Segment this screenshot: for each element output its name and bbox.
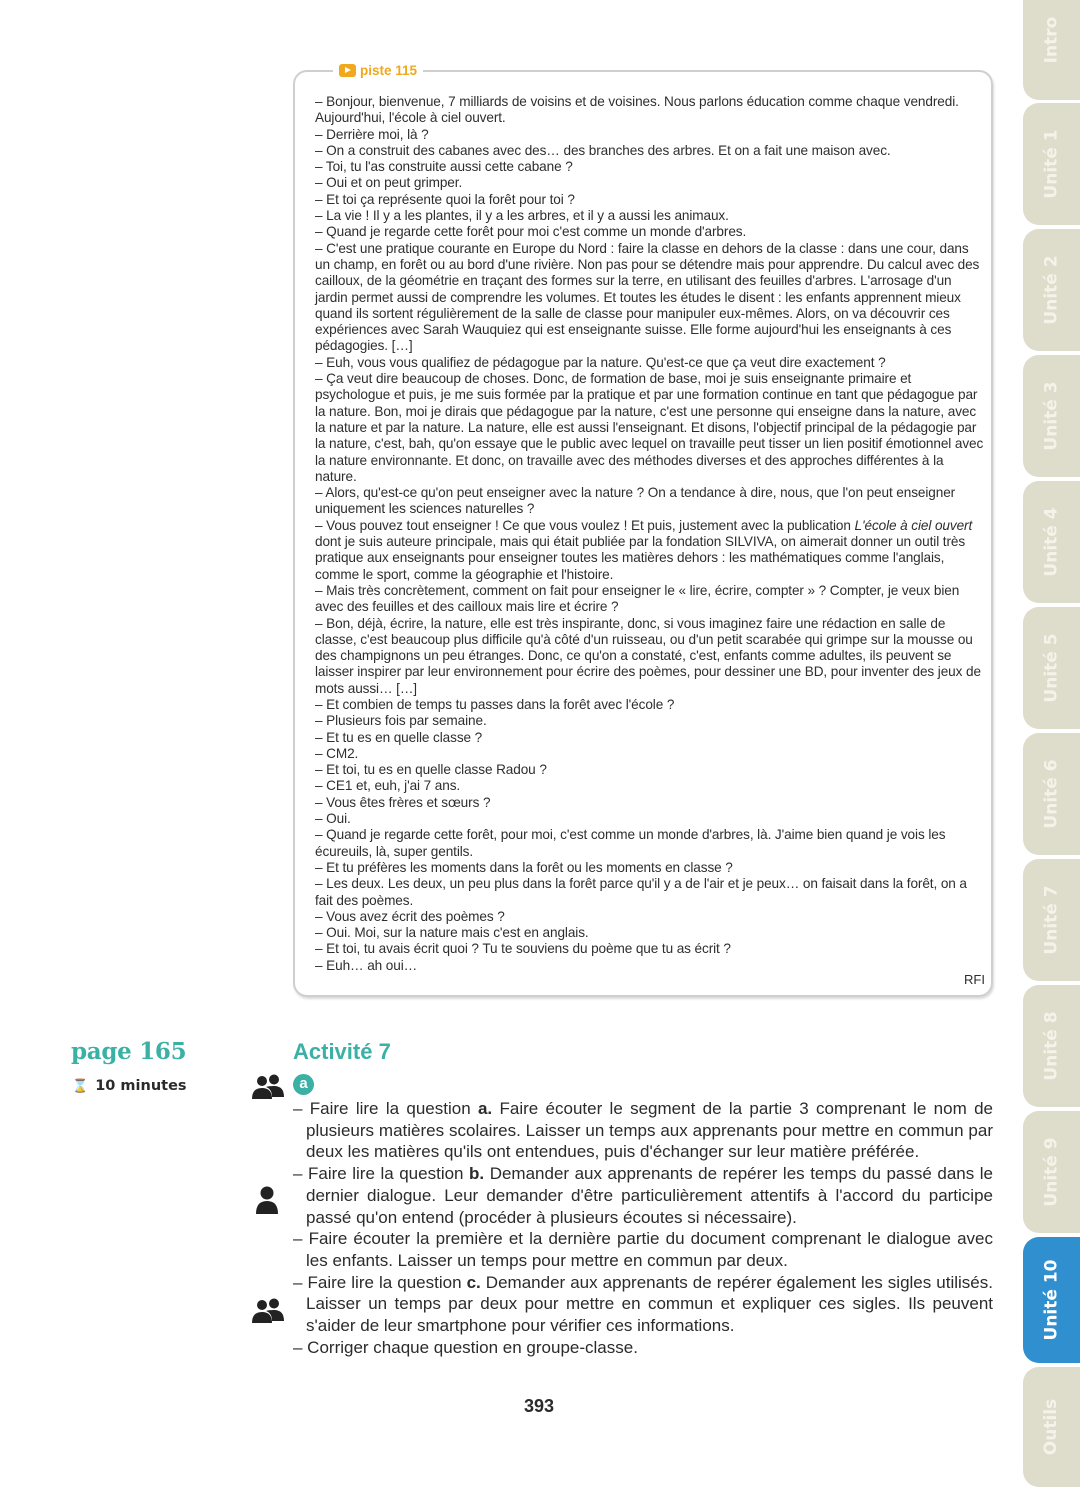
track-label: piste 115 (360, 63, 418, 78)
tab-label: Unité 10 (1041, 1259, 1062, 1341)
tab-label: Unité 3 (1041, 381, 1062, 451)
transcript-line: – Et tu préfères les moments dans la forêt ou les moments en classe ? (315, 859, 733, 875)
step-text: – Faire lire la question (293, 1164, 470, 1184)
step-item (293, 1228, 993, 1271)
pair-work-icon (252, 1074, 284, 1100)
duration (72, 1078, 187, 1094)
transcript-line: – Les deux. Les deux, un peu plus dans la forêt parce qu'il y a de l'air et je peux… on faisait dans la forêt, on a fait des poèmes. (315, 876, 967, 908)
step-text: Demander aux apprenants de repérer les temps du passé dans le dernier dialogue. Leur demander d'être particulièrement attentifs à l'accord du participe passé qu'on entend (procéder à plusieurs écoutes si nécessaire). (306, 1164, 993, 1227)
transcript-line: – Ça veut dire beaucoup de choses. Donc, de formation de base, moi je suis enseignante primaire et psychologue et puis, je me suis formée par la pratique et par une formation continue en tant que pédagogue par la nature. Bon, moi je dirais que pédagogue par la nature, c'est une personne qui enseigne dans la nature, avec la nature et par la nature. La nature, elle est aussi l'enseignant. Et disons, l'objectif principal de la pédagogie par la nature, c'est, bah, qu'on essaye que le public avec lequel on travaille peut tisser un lien positif émotionnel avec la nature environnante. Et donc, on travaille avec des méthodes diverses et des approches différentes à la nature. (315, 371, 984, 484)
question-letter: c. (466, 1272, 481, 1292)
tab-label: Unité 6 (1041, 759, 1062, 829)
step-item (293, 1163, 993, 1228)
transcript-line: – Alors, qu'est-ce qu'on peut enseigner avec la nature ? On a tendance à dire, nous, que l'on peut enseigner uniquement les sciences naturelles ? (315, 485, 956, 517)
transcript-line: – CM2. (315, 745, 359, 761)
tab-unite-10[interactable] (1023, 1237, 1080, 1363)
play-icon[interactable] (339, 64, 356, 77)
tab-outils[interactable] (1023, 1367, 1080, 1487)
transcript-line: – Plusieurs fois par semaine. (315, 713, 487, 729)
transcript-line: – Derrière moi, là ? (315, 126, 429, 142)
question-letter: b. (469, 1164, 485, 1184)
transcript-line: – Et toi, tu avais écrit quoi ? Tu te souviens du poème que tu as écrit ? (315, 941, 731, 957)
transcript-line: – Vous êtes frères et sœurs ? (315, 794, 491, 810)
transcript-line: – Mais très concrètement, comment on fait pour enseigner le « lire, écrire, compter » ? Compter, je veux bien avec des feuilles et des cailloux mais lire et écrire ? (315, 582, 960, 615)
tab-intro[interactable] (1023, 0, 1080, 100)
unit-tabs (1023, 0, 1080, 1465)
transcript-line: – CE1 et, euh, j'ai 7 ans. (315, 778, 461, 794)
transcript-line: – Quand je regarde cette forêt, pour moi, c'est comme un monde d'arbres, là. J'aime bien quand je vois les écureuils, là, super gentils. (315, 827, 946, 859)
question-letter: a. (477, 1099, 493, 1118)
transcript-line: – Et tu es en quelle classe ? (315, 729, 483, 745)
tab-unite-1[interactable] (1023, 103, 1080, 225)
transcript-text (315, 94, 987, 974)
step-item (293, 1272, 993, 1337)
tab-unite-6[interactable] (1023, 733, 1080, 855)
source-credit: RFI (964, 972, 985, 987)
transcript-box (293, 63, 993, 997)
tab-label: Unité 2 (1041, 255, 1062, 325)
transcript-line: – Oui. Moi, sur la nature mais c'est en anglais. (315, 925, 589, 941)
activity-title: Activité 7 (293, 1039, 391, 1064)
step-text: – Faire lire la question (293, 1272, 467, 1292)
step-text: Demander aux apprenants de repérer également les sigles utilisés. Laisser un temps par deux pour mettre en commun et expliquer ces sigles. Ils peuvent s'aider de leur smartphone pour vérifier ces informations. (306, 1272, 993, 1336)
tab-label: Unité 4 (1041, 507, 1062, 577)
tab-label: Outils (1041, 1398, 1062, 1456)
transcript-line: – Et toi ça représente quoi la forêt pour toi ? (315, 191, 575, 207)
transcript-line: – Toi, tu l'as construite aussi cette cabane ? (315, 159, 573, 175)
hourglass-icon: ⌛ (72, 1078, 89, 1094)
transcript-line: – Quand je regarde cette forêt pour moi c'est comme un monde d'arbres. (315, 224, 747, 240)
part-badge-a: a (293, 1074, 314, 1095)
step-text: Faire écouter le segment de la partie 3 comprenant le nom de plusieurs matières scolaires. Laisser un temps aux apprenants pour mettre en commun par deux les matières qu'ils ont entendues, puis d'échanger sur leur matière préférée. (306, 1099, 993, 1162)
transcript-line: – Euh… ah oui… (315, 957, 418, 973)
duration-label: 10 minutes (95, 1078, 187, 1094)
tab-unite-3[interactable] (1023, 355, 1080, 477)
audio-track-label[interactable] (333, 63, 423, 78)
page-reference: page 165 (71, 1038, 187, 1065)
tab-unite-5[interactable] (1023, 607, 1080, 729)
transcript-line: – Euh, vous vous qualifiez de pédagogue par la nature. Qu'est-ce que ça veut dire exactement ? (315, 354, 886, 370)
transcript-line: – Bon, déjà, écrire, la nature, elle est très inspirante, donc, si vous imaginez faire une rédaction en salle de classe, c'est beaucoup plus difficile qu'à côté d'un ruisseau, ou d'un petit scarabée qui grimpe sur la mousse ou des champignons un peu étranges. Donc, ce qu'on a constaté, c'est, enfants comme adultes, ils peuvent se laisser inspirer par leur environnement pour écrire des poèmes, pour dessiner une BD, pour inventer des jeux de mots aussi… […] (315, 615, 981, 696)
step-text: – Faire écouter la première et la dernière partie du document comprenant le dialogue avec les enfants. Laisser un temps pour mettre en commun par deux. (293, 1229, 993, 1270)
activity-steps (293, 1098, 993, 1358)
transcript-line (315, 518, 987, 583)
page-number: 393 (524, 1396, 555, 1416)
tab-label: Intro (1041, 16, 1062, 64)
tab-unite-7[interactable] (1023, 859, 1080, 981)
transcript-line: – Oui et on peut grimper. (315, 175, 463, 191)
step-text: – Faire lire la question (293, 1099, 478, 1118)
transcript-line: – Oui. (315, 811, 351, 827)
transcript-line: – Bonjour, bienvenue, 7 milliards de voisins et de voisines. Nous parlons éducation comme chaque vendredi. Aujourd'hui, l'école à ciel ouvert. (315, 94, 959, 126)
individual-work-icon (256, 1186, 278, 1214)
tab-unite-9[interactable] (1023, 1111, 1080, 1233)
text-segment: – Vous pouvez tout enseigner ! Ce que vous voulez ! Et puis, justement avec la publication (315, 517, 855, 533)
publication-title: L'école à ciel ouvert (854, 517, 973, 533)
tab-unite-8[interactable] (1023, 985, 1080, 1107)
tab-label: Unité 8 (1041, 1011, 1062, 1081)
pair-work-icon (252, 1298, 284, 1324)
tab-label: Unité 9 (1041, 1137, 1062, 1207)
tab-label: Unité 7 (1041, 885, 1062, 955)
transcript-line: – C'est une pratique courante en Europe du Nord : faire la classe en dehors de la classe : dans une cour, dans un champ, en forêt ou au bord d'une rivière. Non pas pour se détendre mais pour apprendre. Du calcul avec des cailloux, de la géométrie en traçant des formes sur la terre, en utilisant des feuilles d'arbres. L'arrosage d'un jardin permet aussi de comprendre les volumes. Et toutes les études le disent : les enfants apprennent mieux quand ils sortent régulièrement de la salle de classe pour manipuler eux-mêmes. Alors, on va découvrir ces expériences avec Sarah Wauquiez qui est enseignante suisse. Elle forme aujourd'hui les enseignants à ces pédagogies. […] (315, 240, 980, 354)
transcript-line: – Et combien de temps tu passes dans la forêt avec l'école ? (315, 696, 675, 712)
transcript-line: – On a construit des cabanes avec des… des branches des arbres. Et on a fait une maison avec. (315, 142, 891, 158)
tab-unite-2[interactable] (1023, 229, 1080, 351)
step-text: – Corriger chaque question en groupe-classe. (293, 1337, 638, 1357)
tab-label: Unité 5 (1041, 633, 1062, 703)
step-item (293, 1098, 993, 1163)
tab-label: Unité 1 (1041, 129, 1062, 199)
transcript-line: – Et toi, tu es en quelle classe Radou ? (315, 762, 547, 778)
transcript-line: – Vous avez écrit des poèmes ? (315, 908, 505, 924)
tab-unite-4[interactable] (1023, 481, 1080, 603)
transcript-line: – La vie ! Il y a les plantes, il y a les arbres, et il y a aussi les animaux. (315, 208, 729, 224)
step-item (293, 1337, 993, 1359)
text-segment: dont je suis auteure principale, mais qui était publiée par la fondation SILVIVA, on aimerait donner un outil très pratique aux enseignants pour enseigner toutes les matières dehors : les mathématiques comme l'anglais, comme le sport, comme la géographie et l'histoire. (315, 534, 966, 582)
